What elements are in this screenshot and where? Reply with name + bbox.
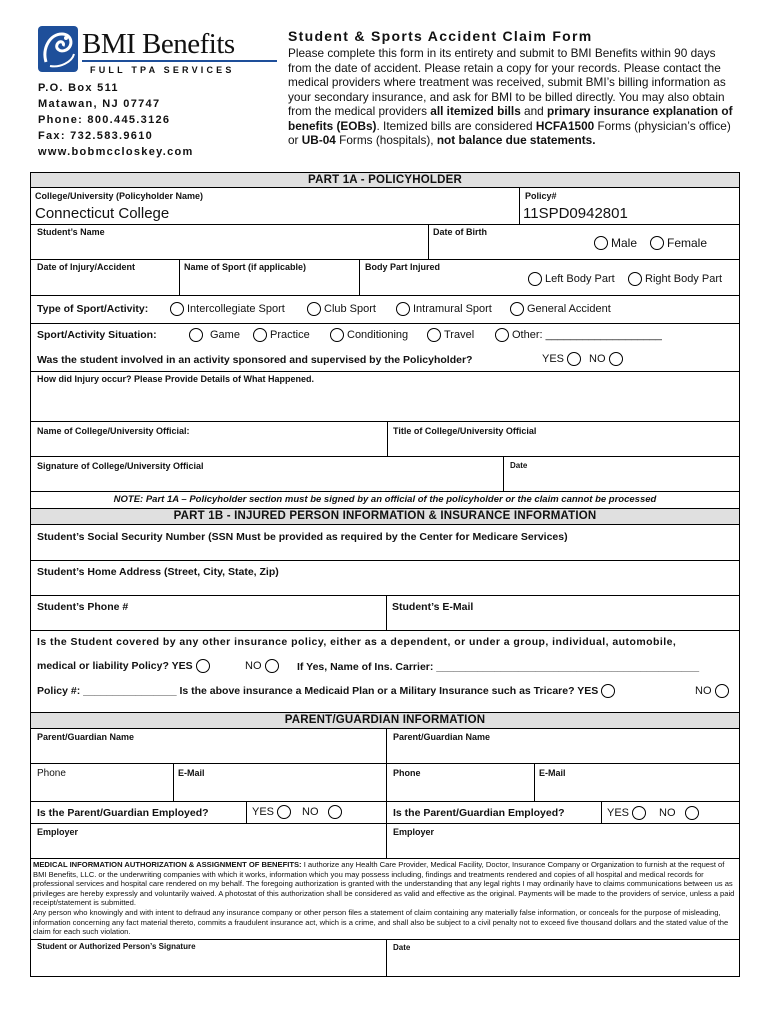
bmi-swirl-icon [36,24,80,74]
authorization-block [31,859,739,942]
medicaid-question[interactable]: Policy #: ________________ Is the above insurance a Medicaid Plan or a Military Insurance such as Tricare? YES [37,684,615,698]
student-contact-row [31,596,739,631]
ssn-label: Student’s Social Security Number (SSN Must be provided as required by the Center for Medicare Services) [37,531,568,543]
parent2-no-radio[interactable] [685,806,699,820]
student-row [31,225,739,260]
type-intramural[interactable]: Intramural Sport [396,302,492,316]
type-general[interactable]: General Accident [510,302,611,316]
employer-row [31,824,739,859]
medicaid-no-radio[interactable] [715,684,729,698]
other-insurance-yes[interactable]: medical or liability Policy? YES [37,659,210,673]
parent2-employer-label: Employer [393,827,435,837]
medicaid-yes-radio[interactable] [601,684,615,698]
medicaid-no[interactable]: NO [695,684,729,698]
official-date-label: Date [510,461,528,470]
situation-other[interactable]: Other: ___________________ [495,328,662,342]
parent1-employed-no[interactable]: NO [302,805,342,819]
sport-name-label: Name of Sport (if applicable) [184,262,307,272]
carrier-label: If Yes, Name of Ins. Carrier: _____________________________________________ [297,661,700,673]
authorization-text: MEDICAL INFORMATION AUTHORIZATION & ASSIGNMENT OF BENEFITS: I authorize any Health Care Provider, Medical Facility, Doctor, Insurance Company or Organization to furnish at the request of BMI Benefits, LLC. or the underwriting companies with which it works, information which you may possess including, findings and treatments rendered and copies of all hospital and medical records for professional services and hospital care rendered on my behalf. The foregoing authorization is granted with the understanding that any legal rights I may ordinarily have to claims communications between us as privileges are hereby expressly and voluntarily waived. A photostat of this authorization shall be considered as valid and effective as the original. Payments will be made to the providers of service, unless a paid receipt/statement is submitted. Any person who knowingly and with intent to defraud any insurance company or other person files a statement of claim containing any materially false information, or conceals for the purpose of misleading, information concerning any fact material thereto, commits a fraudulent insurance act, which is a crime, and shall also be subject to a civil penalty not to exceed five thousand dollars and the stated value of the claim for each such violation. [33,860,735,937]
supervised-question: Was the student involved in an activity sponsored and supervised by the Policyholder? [37,354,473,366]
other-insurance-yes-radio[interactable] [196,659,210,673]
parent1-employed-question: Is the Parent/Guardian Employed? [37,807,209,819]
type-intercollegiate[interactable]: Intercollegiate Sport [170,302,285,316]
male-radio[interactable] [594,236,608,250]
official-name-label: Name of College/University Official: [37,426,190,436]
part1a-note: NOTE: Part 1A – Policyholder section must be signed by an official of the policyholder or the claim cannot be processed [31,492,739,509]
home-address-row [31,561,739,596]
parent-contact-row [31,764,739,802]
injury-date-label: Date of Injury/Accident [37,262,136,272]
parent2-employed-question: Is the Parent/Guardian Employed? [393,807,565,819]
student-signature-date-label: Date [393,943,411,952]
other-radio[interactable] [495,328,509,342]
supervised-no-radio[interactable] [609,352,623,366]
student-name-label: Student’s Name [37,227,105,237]
right-body-radio[interactable] [628,272,642,286]
policy-field[interactable]: 11SPD0942801 [523,205,628,222]
type-club[interactable]: Club Sport [307,302,376,316]
supervised-row [31,349,739,372]
situation-game[interactable]: Game [189,328,240,342]
body-part-label: Body Part Injured [365,262,441,272]
supervised-no[interactable]: NO [589,352,623,366]
part1a-title: PART 1A - POLICYHOLDER [31,173,739,188]
fax-line: Fax: 732.583.9610 [38,130,154,142]
ssn-row [31,525,739,561]
parent2-email-label: E-Mail [539,768,566,778]
other-insurance-row [31,631,739,713]
sport-type-label: Type of Sport/Activity: [37,303,149,315]
student-signature-row [31,939,739,977]
form-title: Student & Sports Accident Claim Form [288,28,593,44]
parent2-phone-label: Phone [393,768,421,778]
bmi-logo [36,24,251,76]
situation-practice[interactable]: Practice [253,328,310,342]
parent1-email-label: E-Mail [178,768,205,778]
parent1-no-radio[interactable] [328,805,342,819]
claim-form [30,172,740,977]
logo-name: BMI Benefits [82,28,235,60]
male-option[interactable]: Male [594,236,637,250]
college-row [31,188,739,225]
other-insurance-question: Is the Student covered by any other insurance policy, either as a dependent, or under a group, individual, automobile, [37,636,677,648]
right-body-option[interactable]: Right Body Part [628,272,722,286]
situation-conditioning[interactable]: Conditioning [330,328,408,342]
parent2-employed-yes[interactable]: YES [607,806,646,820]
game-radio[interactable] [189,328,203,342]
injury-row [31,260,739,296]
parent-title: PARENT/GUARDIAN INFORMATION [31,713,739,729]
parent1-phone-label: Phone [37,768,66,779]
parent2-employed-no[interactable]: NO [659,806,699,820]
other-insurance-no-radio[interactable] [265,659,279,673]
official-signature-label: Signature of College/University Official [37,461,204,471]
city-line: Matawan, NJ 07747 [38,98,161,110]
header [0,0,770,172]
phone-line: Phone: 800.445.3126 [38,114,171,126]
left-body-radio[interactable] [528,272,542,286]
female-radio[interactable] [650,236,664,250]
parent-employed-row [31,802,739,824]
supervised-yes[interactable]: YES [542,352,581,366]
club-radio[interactable] [307,302,321,316]
parent1-name-label: Parent/Guardian Name [37,732,135,742]
home-address-label: Student’s Home Address (Street, City, State, Zip) [37,566,279,578]
practice-radio[interactable] [253,328,267,342]
policy-label: Policy# [525,191,557,201]
situation-label: Sport/Activity Situation: [37,329,157,341]
college-label: College/University (Policyholder Name) [35,191,204,201]
company-address [38,80,194,160]
supervised-yes-radio[interactable] [567,352,581,366]
web-line: www.bobmccloskey.com [38,146,194,158]
parent1-yes-radio[interactable] [277,805,291,819]
student-email-label: Student’s E-Mail [392,601,474,613]
student-signature-label: Student or Authorized Person’s Signature [37,942,196,951]
parent2-name-label: Parent/Guardian Name [393,732,491,742]
parent2-yes-radio[interactable] [632,806,646,820]
how-injury-label: How did Injury occur? Please Provide Details of What Happened. [37,374,315,384]
dob-label: Date of Birth [433,227,487,237]
parent1-employed-yes[interactable]: YES [252,805,291,819]
how-injury-row [31,372,739,422]
parent-name-row [31,729,739,764]
other-insurance-no[interactable]: NO [245,659,279,673]
intro-instructions: Please complete this form in its entirety and submit to BMI Benefits within 90 days from the date of accident. Please retain a copy for your records. Please contact the medical providers where treatment was received, submit BMI’s billing information as your secondary insurance, and ask for BMI to be billed directly. You may also obtain from the medical providers all itemized bills and primary insurance explanation of benefits (EOBs). Itemized bills are considered HCFA1500 Forms (physician’s office) or UB-04 Forms (hospitals), not balance due statements. [288,46,733,147]
po-box: P.O. Box 511 [38,82,119,94]
official-row [31,422,739,457]
parent1-employer-label: Employer [37,827,79,837]
student-phone-label: Student’s Phone # [37,601,129,613]
general-radio[interactable] [510,302,524,316]
travel-radio[interactable] [427,328,441,342]
intercollegiate-radio[interactable] [170,302,184,316]
part1b-title: PART 1B - INJURED PERSON INFORMATION & INSURANCE INFORMATION [31,509,739,525]
female-option[interactable]: Female [650,236,707,250]
college-field[interactable]: Connecticut College [35,205,170,222]
logo-tagline: FULL TPA SERVICES [90,65,235,75]
official-title-label: Title of College/University Official [393,426,537,436]
situation-row [31,324,739,349]
sport-type-row [31,296,739,324]
official-signature-row [31,457,739,492]
logo-underline [82,60,277,62]
situation-travel[interactable]: Travel [427,328,474,342]
conditioning-radio[interactable] [330,328,344,342]
intramural-radio[interactable] [396,302,410,316]
left-body-option[interactable]: Left Body Part [528,272,615,286]
